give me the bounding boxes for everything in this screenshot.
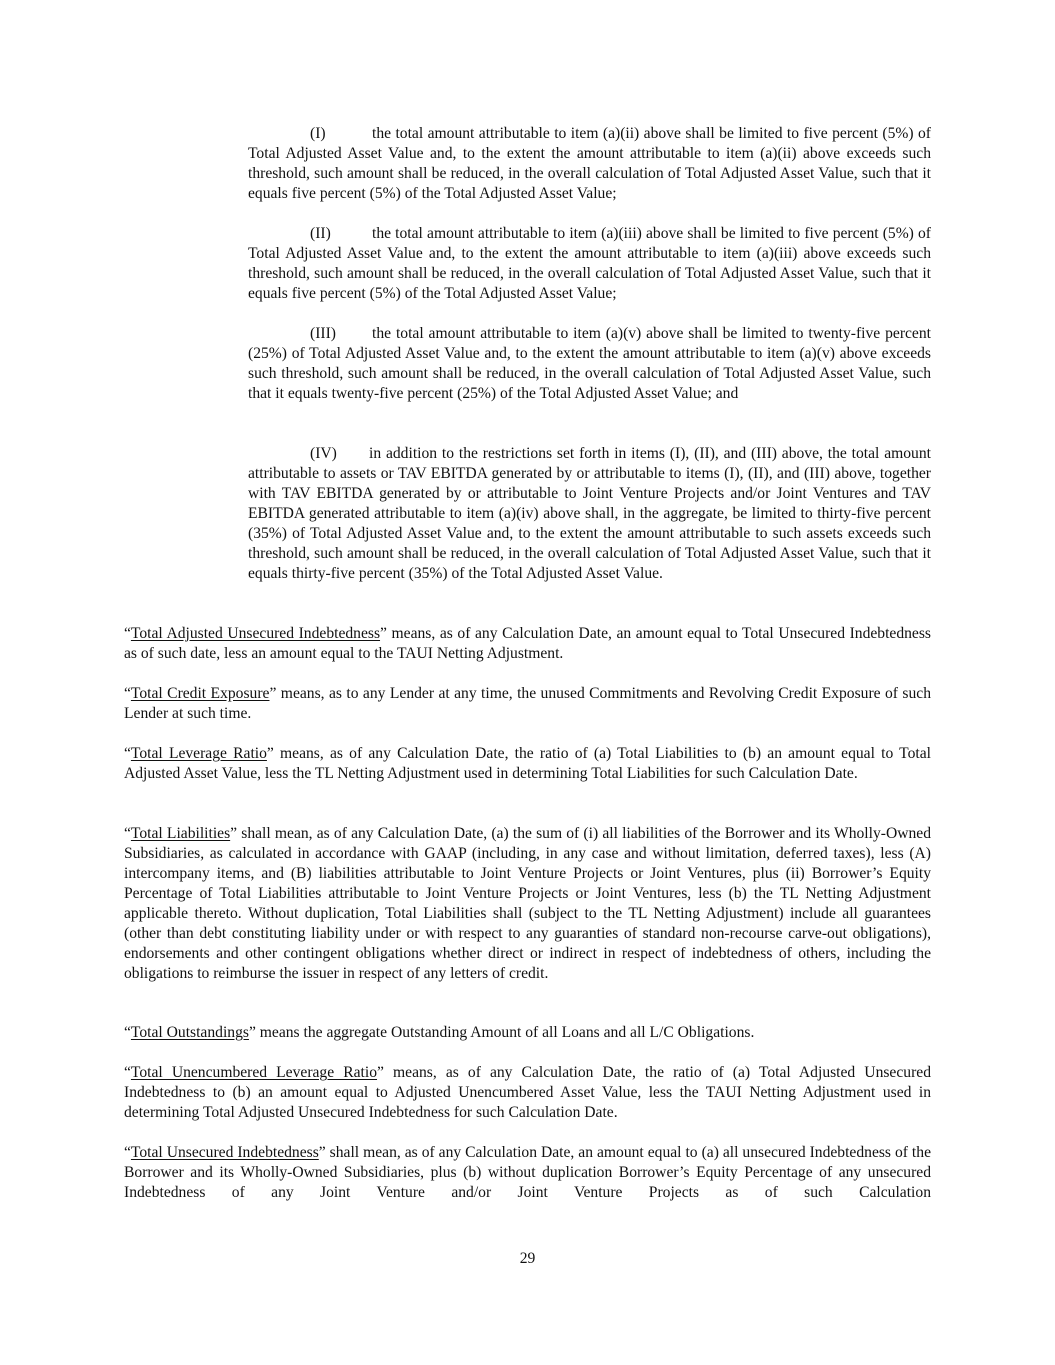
definition-total-adjusted-unsecured-indebtedness — [124, 624, 931, 664]
subitem-IV — [248, 444, 931, 584]
subitem-I — [248, 124, 931, 204]
subitem-text: the total amount attributable to item (a)(v) above shall be limited to twenty-five percent (25%) of Total Adjusted Asset Value and, to the extent the amount attributable to item (a)(v) above exceeds such threshold, such amount shall be reduced, in the overall calculation of Total Adjusted Asset Value, such that it equals twenty-five percent (25%) of the Total Adjusted Asset Value; and — [248, 325, 931, 402]
defined-term: Total Liabilities — [130, 825, 231, 842]
open-quote: “ — [124, 685, 131, 702]
defined-term: Total Credit Exposure — [130, 685, 270, 702]
subitem-II — [248, 224, 931, 304]
defined-term: Total Outstandings — [130, 1024, 249, 1041]
open-quote: “ — [124, 1024, 131, 1041]
subitem-number: (III) — [310, 325, 336, 342]
close-quote: ” — [248, 1024, 256, 1041]
definition-total-credit-exposure — [124, 684, 931, 724]
subitem-number: (II) — [310, 225, 331, 242]
definition-total-liabilities — [124, 824, 931, 984]
page-number: 29 — [519, 1250, 536, 1267]
close-quote: ” — [269, 685, 277, 702]
definition-text: means, as of any Calculation Date, the ratio of (a) Total Adjusted Unsecured Indebtedness to (b) an amount equal to Adjusted Unencumbered Asset Value, less the TAUI Netting Adjustment used in determining Total Adjusted Unsecured Indebtedness for such Calculation Date. — [124, 1064, 931, 1121]
subitem-III — [248, 324, 931, 404]
open-quote: “ — [124, 1064, 131, 1081]
definition-total-unsecured-indebtedness — [124, 1143, 931, 1203]
open-quote: “ — [124, 745, 131, 762]
definition-text: means, as to any Lender at any time, the unused Commitments and Revolving Credit Exposure of such Lender at such time. — [124, 685, 931, 722]
definition-total-leverage-ratio — [124, 744, 931, 784]
defined-term: Total Adjusted Unsecured Indebtedness — [130, 625, 381, 642]
close-quote: ” — [266, 745, 274, 762]
definition-text: shall mean, as of any Calculation Date, an amount equal to (a) all unsecured Indebtedness of the Borrower and its Wholly-Owned Subsidiaries, plus (b) without duplication Borrower’s Equity Percentage of any unsecured Indebtedness of any Joint Venture and/or Joint Venture Projects as of such Calculation — [124, 1144, 931, 1201]
open-quote: “ — [124, 1144, 131, 1161]
definition-text: means the aggregate Outstanding Amount of all Loans and all L/C Obligations. — [255, 1024, 755, 1041]
subitem-text: in addition to the restrictions set forth in items (I), (II), and (III) above, the total amount attributable to assets or TAV EBITDA generated by or attributable to items (I), (II), and (III) above, together with TAV EBITDA generated by or attributable to Joint Venture Projects and/or Joint Ventures and TAV EBITDA generated attributable to item (a)(iv) above shall, in the aggregate, be limited to thirty-five percent (35%) of Total Adjusted Asset Value and, to the extent the amount attributable to such assets exceeds such threshold, such amount shall be reduced, in the overall calculation of Total Adjusted Asset Value, such that it equals thirty-five percent (35%) of the Total Adjusted Asset Value. — [248, 445, 931, 582]
definition-text: means, as of any Calculation Date, the ratio of (a) Total Liabilities to (b) an amount equal to Total Adjusted Asset Value, less the TL Netting Adjustment used in determining Total Liabilities for such Calculation Date. — [124, 745, 931, 782]
subitem-text: the total amount attributable to item (a)(ii) above shall be limited to five percent (5%) of Total Adjusted Asset Value and, to the extent the amount attributable to item (a)(ii) above exceeds such threshold, such amount shall be reduced, in the overall calculation of Total Adjusted Asset Value, such that it equals five percent (5%) of the Total Adjusted Asset Value; — [248, 125, 931, 202]
defined-term: Total Unsecured Indebtedness — [130, 1144, 319, 1161]
defined-term: Total Unencumbered Leverage Ratio — [130, 1064, 378, 1081]
definition-total-unencumbered-leverage-ratio — [124, 1063, 931, 1123]
close-quote: ” — [380, 625, 387, 642]
definition-text: shall mean, as of any Calculation Date, (a) the sum of (i) all liabilities of the Borrower and its Wholly-Owned Subsidiaries, as calculated in accordance with GAAP (including, in any case and without limitation, deferred taxes), less (A) intercompany items, and (B) liabilities attributable to Joint Venture Projects or Joint Ventures, plus (ii) Borrower’s Equity Percentage of Total Liabilities attributable to Joint Venture Projects or Joint Ventures, less (b) the TL Netting Adjustment applicable thereto. Without duplication, Total Liabilities shall (subject to the TL Netting Adjustment) include all guarantees (other than debt constituting liability under or with respect to any guaranties of standard non-recourse carve-out obligations), endorsements and other contingent obligations whether direct or indirect in respect of indebtedness of others, including the obligations to reimburse the issuer in respect of any letters of credit. — [124, 825, 931, 982]
defined-term: Total Leverage Ratio — [130, 745, 267, 762]
open-quote: “ — [124, 625, 131, 642]
close-quote: ” — [230, 825, 238, 842]
close-quote: ” — [377, 1064, 384, 1081]
subitem-number: (I) — [310, 125, 326, 142]
definition-text: means, as of any Calculation Date, an amount equal to Total Unsecured Indebtedness as of such date, less an amount equal to the TAUI Netting Adjustment. — [124, 625, 931, 662]
subitem-number: (IV) — [310, 445, 337, 462]
close-quote: ” — [318, 1144, 326, 1161]
subitem-text: the total amount attributable to item (a)(iii) above shall be limited to five percent (5%) of Total Adjusted Asset Value and, to the extent the amount attributable to item (a)(iii) above exceeds such threshold, such amount shall be reduced, in the overall calculation of Total Adjusted Asset Value, such that it equals five percent (5%) of the Total Adjusted Asset Value; — [248, 225, 931, 302]
open-quote: “ — [124, 825, 131, 842]
definition-total-outstandings — [124, 1023, 931, 1043]
